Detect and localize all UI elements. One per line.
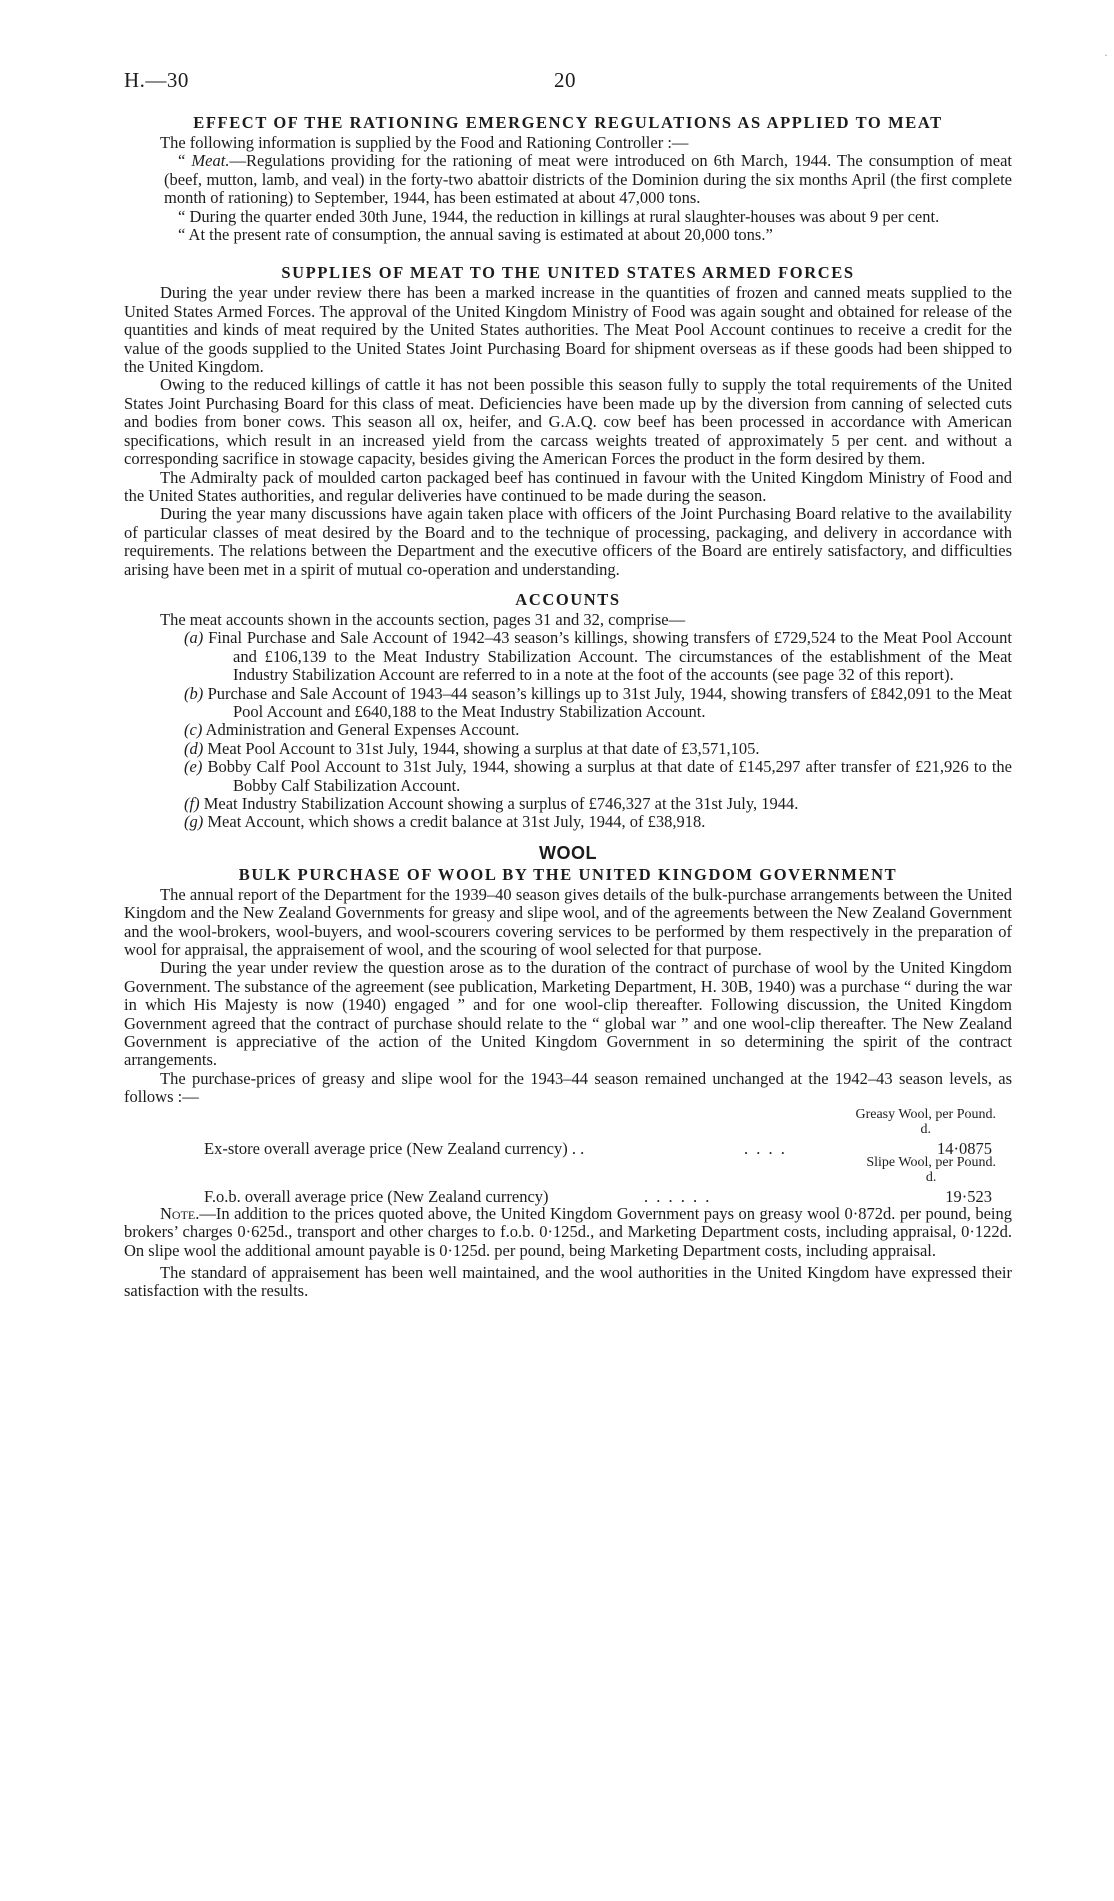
list-marker: (e) [184,757,203,777]
leader-dots: . . . . [744,1138,787,1158]
wool-subheading: BULK PURCHASE OF WOOL BY THE UNITED KINGDOM GOVERNMENT [238,864,898,884]
list-item [124,795,1012,813]
list-item [124,685,1012,722]
list-text: Meat Industry Stabilization Account showing a surplus of £746,327 at the 31st July, 1944. [203,794,799,813]
rationing-quote-1: “ Meat.—Regulations providing for the rationing of meat were introduced on 6th March, 1944. The consumption of meat (beef, mutton, lamb, and veal) in the forty-two abattoir districts of the Dominion during the six months April (the first complete month of rationing) to September, 1944, has been estimated at about 47,000 tons. [164,151,1012,208]
list-text: Administration and General Expenses Account. [205,720,520,740]
list-text: Bobby Calf Pool Account to 31st July, 1944, showing a surplus at that date of £145,297 after transfer of £21,926 to the Bobby Calf Stabilization Account. [207,757,1012,795]
wool-paragraph-1: The annual report of the Department for the 1939–40 season gives details of the bulk-purchase arrangements between the United Kingdom and the New Zealand Governments for greasy and slipe wool, and of the agreements between the New Zealand Government and the wool-brokers, wool-buyers, and wool-scourers covering services to be performed by them respectively in the preparation of wool for appraisal, the appraisement of wool, and the scouring of wool selected for that purpose. [124,884,1012,960]
main-column [124,112,1012,1301]
list-item [124,758,1012,795]
list-marker: (g) [184,812,204,832]
rationing-intro: The following information is supplied by the Food and Rationing Controller :— [160,133,689,152]
quote-body: —Regulations providing for the rationing of meat were introduced on 6th March, 1944. The consumption of meat (beef, mutton, lamb, and veal) in the forty-two abattoir districts of the Dominion during the six months April (the first complete month of rationing) to September, 1944, has been estimated at about 47,000 tons. [164,151,1012,208]
wool-paragraph-3: The purchase-prices of greasy and slipe wool for the 1943–44 season remained unchanged at the 1942–43 season levels, as follows :— [124,1068,1012,1107]
supplies-heading: SUPPLIES OF MEAT TO THE UNITED STATES ARMED FORCES [281,263,855,283]
supplies-paragraph-2: Owing to the reduced killings of cattle it has not been possible this season fully to supply the total requirements of the United States Joint Purchasing Board for this class of meat. Deficiencies have been made up by the diversion from canning of selected cuts and bodies from boner cows. This season all ox, heifer, and G.A.Q. cow beef has been processed in accordance with American specifications, which result in an increased yield from the carcass weights treated of approximately 5 per cent. and without a corresponding sacrifice in stowage capacity, besides giving the American Forces the product in the form desired by them. [124,375,1012,469]
list-text: Meat Pool Account to 31st July, 1944, showing a surplus at that date of £3,571,105. [207,738,760,758]
page-number: 20 [554,68,576,92]
wool-heading: WOOL [539,842,597,863]
price-unit: d. [925,1169,937,1185]
wool-paragraph-4: The standard of appraisement has been well maintained, and the wool authorities in the United Kingdom have expressed their satisfaction with the results. [124,1262,1012,1301]
price-column-head [855,1107,996,1137]
price-label: F.o.b. overall average price (New Zealand currency) [204,1186,549,1206]
accounts-intro: The meat accounts shown in the accounts section, pages 31 and 32, comprise— [160,609,686,629]
list-marker: (c) [184,720,203,740]
note-text: —In addition to the prices quoted above, the United Kingdom Government pays on greasy wool 0·872d. per pound, being brokers’ charges 0·625d., transport and other charges to f.o.b. 0·125d., and Marketing Department costs, including appraisal, 0·122d. On slipe wool the additional amount payable is 0·125d. per pound, being Marketing Department costs, including appraisal. [124,1203,1012,1260]
list-marker: (a) [184,628,204,648]
margin-mark: · [1104,48,1108,62]
wool-paragraph-2: During the year under review the question arose as to the duration of the contract of purchase of wool by the United Kingdom Government. The substance of the agreement (see publication, Marketing Department, H. 30B, 1940) was a purchase “ during the war in which His Majesty is now (1940) engaged ” and for one wool-clip thereafter. Following discussion, the United Kingdom Government agreed that the contract of purchase should relate to the “ global war ” and one wool-clip thereafter. The New Zealand Government is appreciative of the action of the United Kingdom Government in so determining the spirit of the contract arrangements. [124,958,1012,1070]
list-item [124,740,1012,758]
price-value: 19·523 [945,1186,992,1206]
price-label: Ex-store overall average price (New Zealand currency) . . [204,1138,585,1158]
list-text: Purchase and Sale Account of 1943–44 season’s killings up to 31st July, 1944, showing transfers of £842,091 to the Meat Pool Account and £640,188 to the Meat Industry Stabilization Account. [207,683,1012,721]
supplies-paragraph-3: The Admiralty pack of moulded carton packaged beef has continued in favour with the United Kingdom Ministry of Food and the United States authorities, and regular deliveries have continued to be made during the season. [124,467,1012,505]
greasy-wool-price [124,1106,1012,1158]
quote-label: Meat. [191,151,230,171]
price-head-label: Greasy Wool, per Pound. [855,1106,996,1122]
price-head-label: Slipe Wool, per Pound. [866,1154,996,1170]
note-label: Note. [160,1203,200,1223]
list-marker: (f) [184,794,200,813]
price-column-head [866,1155,996,1185]
supplies-paragraph-4: During the year many discussions have again taken place with officers of the Joint Purchasing Board relative to the availability of particular classes of meat desired by the Board and to the technique of processing, packaging, and delivery in accordance with requirements. The relations between the Department and the executive officers of the Board are entirely satisfactory, and difficulties arising have been met in a spirit of mutual co-operation and understanding. [124,504,1012,579]
rationing-heading: EFFECT OF THE RATIONING EMERGENCY REGULATIONS AS APPLIED TO MEAT [193,113,943,132]
leader-dots: . . . . . . [644,1186,712,1206]
price-unit: d. [920,1121,931,1137]
accounts-heading: ACCOUNTS [515,589,621,609]
supplies-paragraph-1: During the year under review there has been a marked increase in the quantities of frozen and canned meats supplied to the United States Armed Forces. The approval of the United Kingdom Ministry of Food was again sought and obtained for release of the quantities and kinds of meat required by the United States authorities. The Meat Pool Account continues to receive a credit for the value of the goods supplied to the United States Joint Purchasing Board for shipment overseas as if these goods had been shipped to the United Kingdom. [124,283,1012,377]
price-value: 14·0875 [937,1138,992,1158]
list-text: Final Purchase and Sale Account of 1942–43 season’s killings, showing transfers of £729,524 to the Meat Pool Account and £106,139 to the Meat Industry Stabilization Account. The circumstances of the establishment of the Meat Industry Stabilization Account are referred to in a note at the foot of the accounts (see page 32 of this report). [208,628,1013,685]
document-reference: H.—30 [124,68,189,92]
list-text: Meat Account, which shows a credit balance at 31st July, 1944, of £38,918. [207,812,706,832]
list-item [124,721,1012,739]
wool-note [124,1205,1012,1260]
list-marker: (d) [184,738,204,758]
accounts-list [124,629,1012,831]
slipe-wool-price [124,1154,1012,1206]
rationing-quote-2: “ During the quarter ended 30th June, 1944, the reduction in killings at rural slaughter-houses was about 9 per cent. [178,206,940,226]
list-marker: (b) [184,683,204,703]
list-item [124,629,1012,684]
list-item [124,813,1012,831]
rationing-quote-3: “ At the present rate of consumption, the annual saving is estimated at about 20,000 tons.” [178,225,773,245]
